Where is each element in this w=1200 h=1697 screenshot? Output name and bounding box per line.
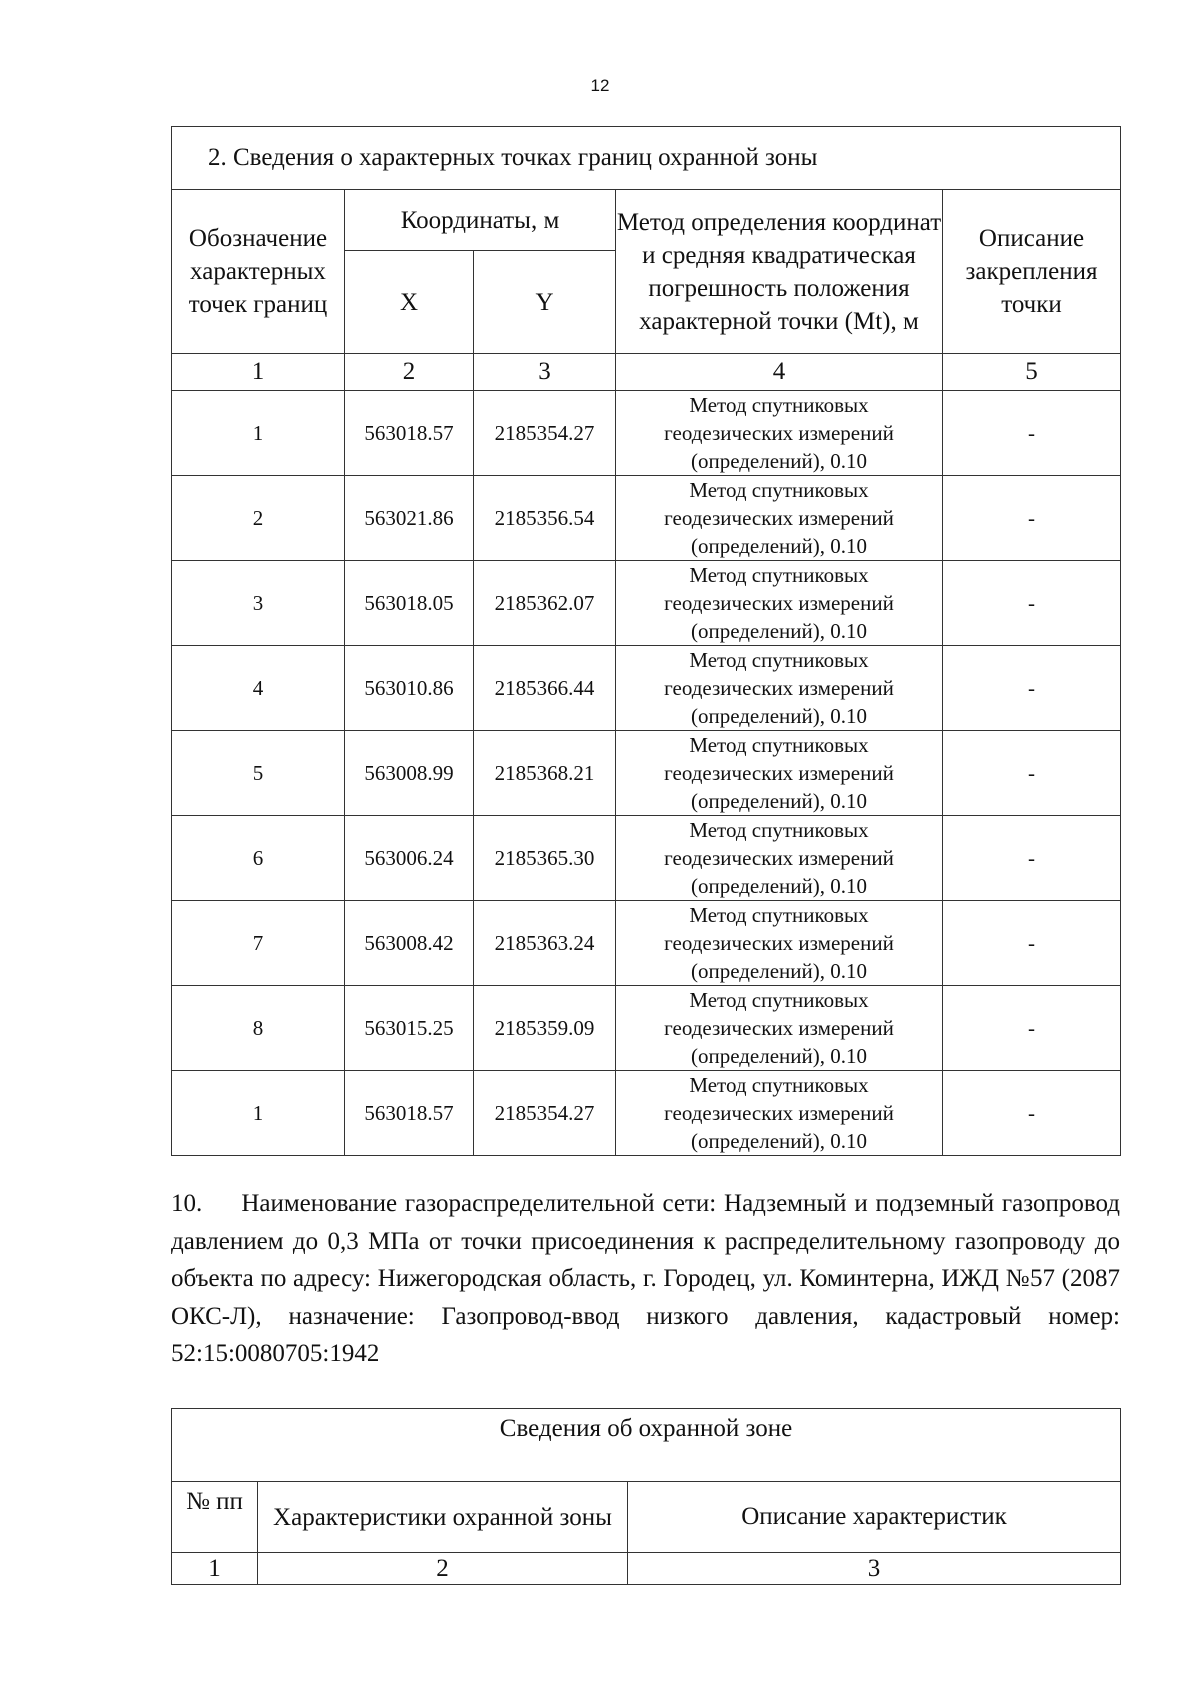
fixation-description-cell: - [943,731,1121,816]
y-coordinate-cell: 2185365.30 [474,816,616,901]
header-description: Описание закрепления точки [943,190,1121,354]
method-line: Метод спутниковых [689,733,869,757]
method-line: (определений), 0.10 [690,704,868,728]
method-cell [616,646,943,731]
method-line: геодезических измерений [664,931,894,955]
method-line: геодезических измерений [664,591,894,615]
x-coordinate-cell: 563018.57 [345,391,474,476]
method-cell [616,901,943,986]
y-coordinate-cell: 2185366.44 [474,646,616,731]
point-number-cell: 3 [172,561,345,646]
method-line: Метод спутниковых [689,988,869,1012]
method-cell [616,816,943,901]
point-number-cell: 4 [172,646,345,731]
method-line: (определений), 0.10 [690,789,868,813]
y-coordinate-cell: 2185359.09 [474,986,616,1071]
point-number-cell: 2 [172,476,345,561]
method-line: (определений), 0.10 [690,1129,868,1153]
method-cell [616,561,943,646]
fixation-description-cell: - [943,561,1121,646]
fixation-description-cell: - [943,646,1121,731]
method-line: Метод спутниковых [689,648,869,672]
method-cell [616,1071,943,1156]
y-coordinate-cell: 2185368.21 [474,731,616,816]
method-cell [616,731,943,816]
zone-header-number: № пп [172,1482,258,1553]
method-line: (определений), 0.10 [690,959,868,983]
method-line: геодезических измерений [664,846,894,870]
table-row [172,391,1121,476]
table-row [172,476,1121,561]
protection-zone-table [171,1408,1121,1585]
x-coordinate-cell: 563010.86 [345,646,474,731]
method-line: геодезических измерений [664,506,894,530]
method-line: геодезических измерений [664,421,894,445]
point-number-cell: 6 [172,816,345,901]
y-coordinate-cell: 2185362.07 [474,561,616,646]
method-cell [616,476,943,561]
point-number-cell: 1 [172,1071,345,1156]
fixation-description-cell: - [943,986,1121,1071]
x-coordinate-cell: 563015.25 [345,986,474,1071]
table-row [172,561,1121,646]
table-row [172,986,1121,1071]
zone-column-number: 1 [172,1553,258,1585]
gas-network-description: 10. Наименование газораспределительной сети: Надземный и подземный газопровод давлением до 0,3 МПа от точки присоединения к распределительному газопроводу до объекта по адресу: Нижегородская область, г. Городец, ул. Коминтерна, ИЖД №57 (2087 ОКС-Л), назначение: Газопровод-ввод низкого давления, кадастровый номер: 52:15:0080705:1942 [171,1190,1120,1367]
zone-table-title: Сведения об охранной зоне [172,1409,1121,1482]
fixation-description-cell: - [943,816,1121,901]
column-number: 4 [616,354,943,391]
zone-column-number: 2 [258,1553,628,1585]
y-coordinate-cell: 2185354.27 [474,391,616,476]
fixation-description-cell: - [943,901,1121,986]
table-row [172,816,1121,901]
x-coordinate-cell: 563021.86 [345,476,474,561]
header-method: Метод определения координат и средняя квадратическая погрешность положения характерной точки (Mt), м [616,190,943,354]
column-number: 1 [172,354,345,391]
method-line: (определений), 0.10 [690,1044,868,1068]
point-number-cell: 8 [172,986,345,1071]
y-coordinate-cell: 2185356.54 [474,476,616,561]
zone-header-description: Описание характеристик [628,1482,1121,1553]
header-y: Y [474,251,616,354]
method-line: (определений), 0.10 [690,619,868,643]
header-designation: Обозначение характерных точек границ [172,190,345,354]
method-line: (определений), 0.10 [690,534,868,558]
fixation-description-cell: - [943,391,1121,476]
boundary-points-table [171,126,1121,1156]
method-line: геодезических измерений [664,1101,894,1125]
point-number-cell: 7 [172,901,345,986]
column-number: 5 [943,354,1121,391]
points-table-title: 2. Сведения о характерных точках границ охранной зоны [172,127,1121,190]
table-row [172,646,1121,731]
fixation-description-cell: - [943,476,1121,561]
method-cell [616,391,943,476]
header-coordinates: Координаты, м [345,190,616,251]
method-line: Метод спутниковых [689,393,869,417]
method-cell [616,986,943,1071]
y-coordinate-cell: 2185354.27 [474,1071,616,1156]
method-line: Метод спутниковых [689,903,869,927]
method-line: (определений), 0.10 [690,874,868,898]
y-coordinate-cell: 2185363.24 [474,901,616,986]
zone-column-number: 3 [628,1553,1121,1585]
column-number: 2 [345,354,474,391]
table-row [172,901,1121,986]
column-number: 3 [474,354,616,391]
method-line: Метод спутниковых [689,1073,869,1097]
method-line: геодезических измерений [664,761,894,785]
page-number: 12 [590,76,610,95]
method-line: Метод спутниковых [689,563,869,587]
x-coordinate-cell: 563008.42 [345,901,474,986]
point-number-cell: 1 [172,391,345,476]
table-row [172,731,1121,816]
method-line: Метод спутниковых [689,478,869,502]
fixation-description-cell: - [943,1071,1121,1156]
method-line: Метод спутниковых [689,818,869,842]
zone-header-characteristics: Характеристики охранной зоны [258,1482,628,1553]
table-row [172,1071,1121,1156]
method-line: (определений), 0.10 [690,449,868,473]
header-x: X [345,251,474,354]
x-coordinate-cell: 563008.99 [345,731,474,816]
method-line: геодезических измерений [664,676,894,700]
x-coordinate-cell: 563006.24 [345,816,474,901]
x-coordinate-cell: 563018.57 [345,1071,474,1156]
x-coordinate-cell: 563018.05 [345,561,474,646]
point-number-cell: 5 [172,731,345,816]
method-line: геодезических измерений [664,1016,894,1040]
